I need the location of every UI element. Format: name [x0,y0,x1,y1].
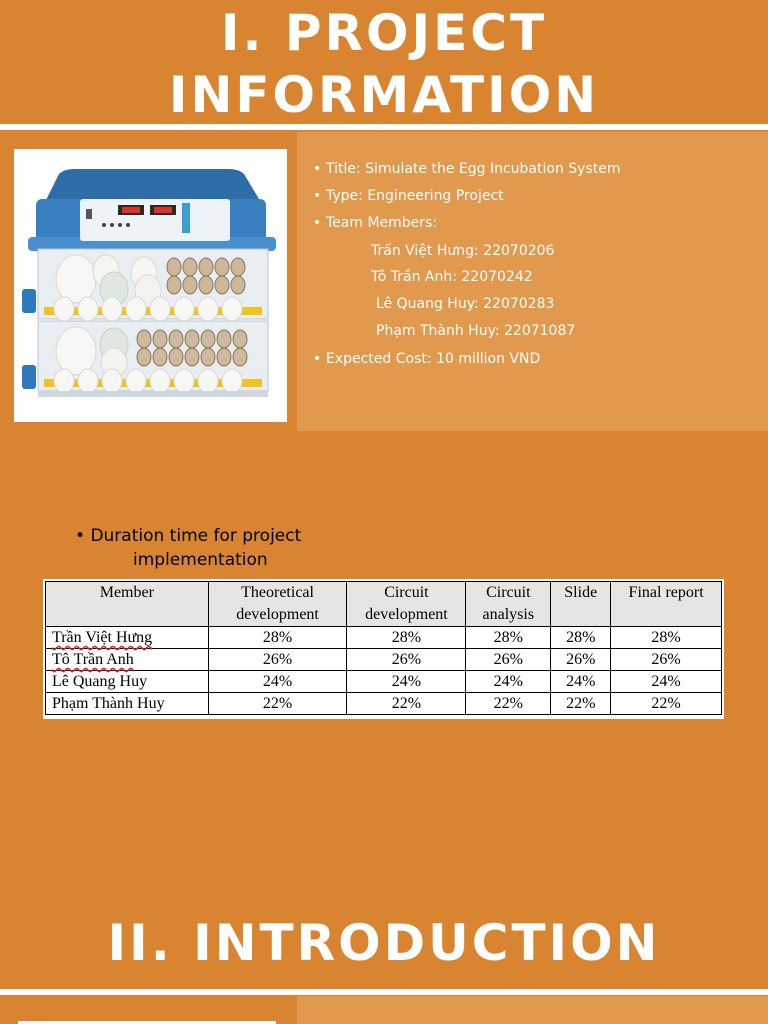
header-text: development [365,606,448,623]
egg-incubator-illustration [14,149,287,422]
header-theoretical-development [208,582,347,627]
info-cost [313,350,540,368]
section-title-project-information [0,2,768,126]
table-cell: 24% [347,671,466,693]
egg-incubator-photo [14,149,287,422]
member-name: Tô Trần Anh [52,651,134,668]
header-text: Circuit [486,584,531,601]
table-cell: 28% [466,627,551,649]
member-name: Trần Việt Hưng [52,629,153,646]
table-cell: 26% [208,649,347,671]
table-cell: 26% [611,649,722,671]
info-team-label [313,214,437,232]
info-title [313,160,621,178]
duration-heading [75,524,301,572]
title-line-1: I. PROJECT [220,4,548,62]
header-text: Slide [564,584,598,601]
table-cell: 24% [551,671,611,693]
info-team-label-text: Team Members: [326,215,438,231]
contribution-table [45,581,722,715]
table-cell: 28% [551,627,611,649]
table-cell: 22% [611,693,722,715]
bullet-icon: • [313,215,322,231]
member-name: Phạm Thành Huy [52,695,165,712]
bullet-icon: • [75,526,86,546]
table-header-row [46,582,722,627]
table-cell: 24% [208,671,347,693]
table-cell: 22% [551,693,611,715]
table-cell: 22% [208,693,347,715]
header-circuit-analysis [466,582,551,627]
table-cell: 22% [466,693,551,715]
header-text: Theoretical [241,584,314,601]
duration-heading-line-2: implementation [133,550,268,570]
table-cell: 28% [611,627,722,649]
header-slide [551,582,611,627]
table-row [46,649,722,671]
info-type-text: Type: Engineering Project [326,188,504,204]
bullet-icon: • [313,161,322,177]
contribution-table-frame [43,579,724,719]
team-member-2: Tô Trần Anh: 22070242 [371,269,533,285]
info-cost-text: Expected Cost: 10 million VND [326,351,541,367]
table-cell: 26% [551,649,611,671]
header-text: Member [99,584,154,601]
table-row [46,693,722,715]
team-member-4: Phạm Thành Huy: 22071087 [376,323,576,339]
team-member-1: Trấn Việt Hưng: 22070206 [371,243,555,259]
header-text: analysis [482,606,535,623]
header-member [46,582,209,627]
info-panel [297,996,768,1024]
title-line-2: INFORMATION [168,66,600,124]
table-cell: 26% [347,649,466,671]
table-cell: 24% [611,671,722,693]
table-cell: 22% [347,693,466,715]
member-name-cell [46,627,209,649]
header-text: Final report [628,584,704,601]
divider-rule [0,989,768,995]
section-title-introduction: II. INTRODUCTION [107,914,661,972]
header-final-report [611,582,722,627]
divider-rule [0,124,768,130]
header-text: development [236,606,319,623]
table-cell: 26% [466,649,551,671]
member-name-cell [46,671,209,693]
info-type [313,187,504,205]
team-member-3: Lê Quang Huy: 22070283 [376,296,555,312]
member-name-cell [46,693,209,715]
member-name: Lê Quang Huy [52,673,148,690]
bullet-icon: • [313,188,322,204]
duration-heading-line-1: Duration time for project [90,526,302,546]
header-text: Circuit [384,584,429,601]
bullet-icon: • [313,351,322,367]
table-row [46,671,722,693]
header-circuit-development [347,582,466,627]
member-name-cell [46,649,209,671]
table-row [46,627,722,649]
info-title-text: Title: Simulate the Egg Incubation System [326,161,621,177]
table-cell: 28% [347,627,466,649]
table-cell: 24% [466,671,551,693]
table-cell: 28% [208,627,347,649]
